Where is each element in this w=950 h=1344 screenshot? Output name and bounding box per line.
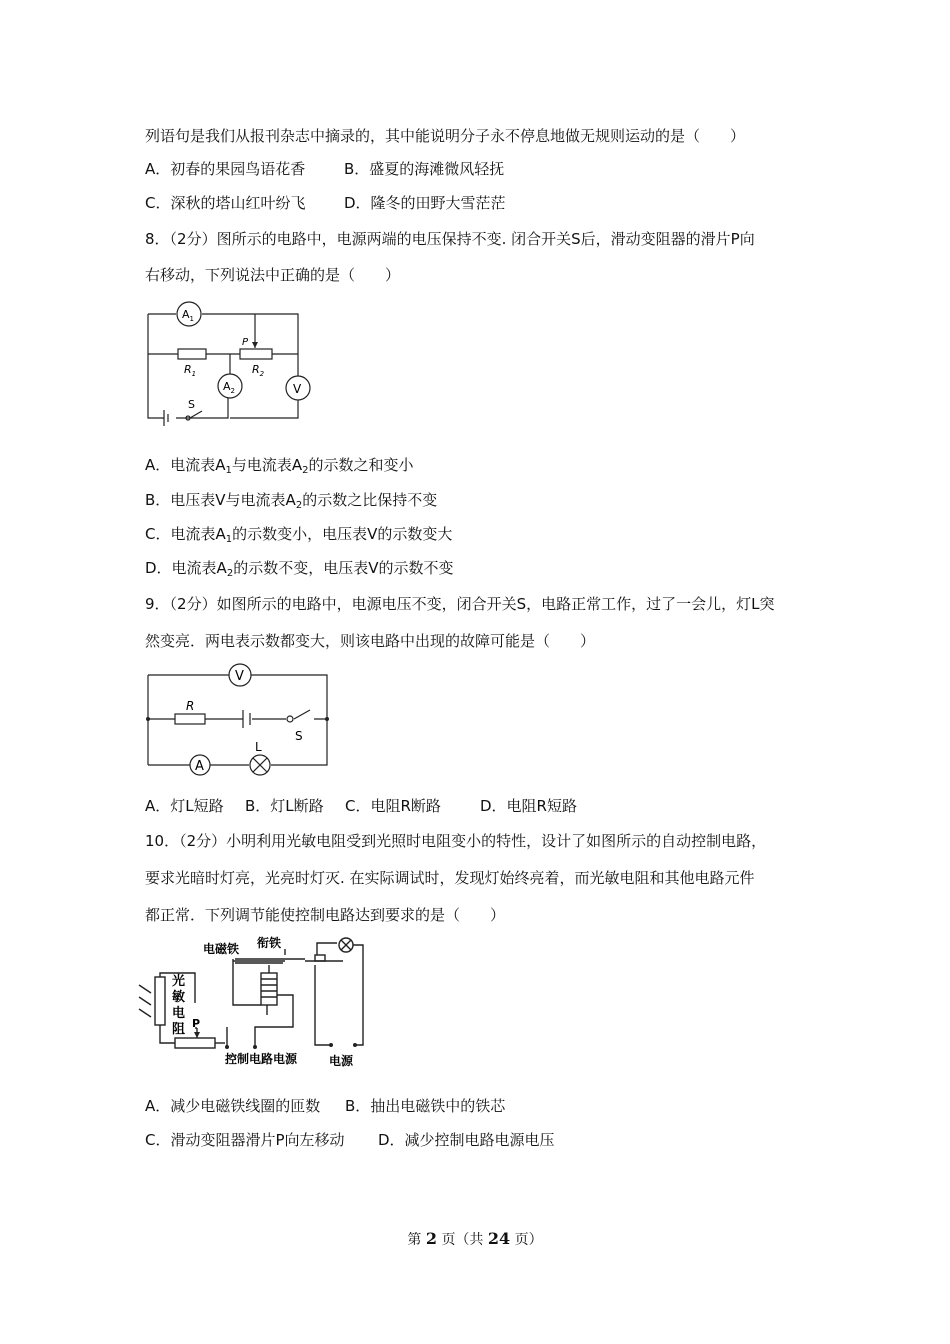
q10-power-label: 电源 <box>329 1054 354 1068</box>
q9-voltmeter-v: V <box>235 669 244 684</box>
q9-lamp-l: L <box>255 740 262 754</box>
q8-ammeter-a1: $A_1$ <box>182 308 194 323</box>
q10-control-circuit-diagram <box>135 935 375 1075</box>
q8-ammeter-a2: $A_2$ <box>223 380 235 395</box>
q9-switch-s: S <box>295 729 303 743</box>
q8-voltmeter-v: V <box>293 382 302 396</box>
q10-armature-label: 衔铁 <box>257 936 282 950</box>
q8-option-a[interactable]: A．电流表$A_1$与电流表$A_2$的示数之和变小 <box>145 456 414 476</box>
q10-slider-p: P <box>192 1017 201 1030</box>
q10-stem-line2: 要求光暗时灯亮，光亮时灯灭. 在实际调试时，发现灯始终亮着，而光敏电阻和其他电路元件 <box>145 869 755 887</box>
q8-resistor-r1: $R_1$ <box>184 363 197 378</box>
q10-photoresistor-label-4: 阻 <box>172 1022 186 1037</box>
q9-option-d[interactable]: D．电阻R短路 <box>480 797 577 815</box>
current-page-number: 2 <box>425 1229 437 1248</box>
q9-stem-line2: 然变亮．两电表示数都变大，则该电路中出现的故障可能是（ ） <box>145 632 596 650</box>
q10-option-a[interactable]: A．减少电磁铁线圈的匝数 <box>145 1097 321 1115</box>
q10-photoresistor-label-1: 光 <box>172 974 186 989</box>
q7-stem: 列语句是我们从报刊杂志中摘录的，其中能说明分子永不停息地做无规则运动的是（ ） <box>145 127 746 145</box>
q9-circuit-diagram <box>140 660 340 780</box>
q9-option-b[interactable]: B．灯L断路 <box>245 797 324 815</box>
q8-switch-s: S <box>188 398 195 411</box>
q8-option-d[interactable]: D．电流表$A_2$的示数不变，电压表V的示数不变 <box>145 559 454 579</box>
q10-option-c[interactable]: C．滑动变阻器滑片P向左移动 <box>145 1131 345 1149</box>
q10-photoresistor-label-3: 电 <box>172 1006 186 1021</box>
total-page-number: 24 <box>487 1229 511 1248</box>
q9-option-c[interactable]: C．电阻R断路 <box>345 797 441 815</box>
q10-option-b[interactable]: B．抽出电磁铁中的铁芯 <box>345 1097 506 1115</box>
q7-option-b[interactable]: B．盛夏的海滩微风轻抚 <box>344 160 505 178</box>
q9-stem-line1: 9．（2分）如图所示的电路中，电源电压不变，闭合开关S，电路正常工作，过了一会儿，灯L突 <box>145 595 775 613</box>
q8-resistor-r2: $R_2$ <box>252 363 265 378</box>
q7-option-a[interactable]: A．初春的果园鸟语花香 <box>145 160 306 178</box>
q10-control-power-label: 控制电路电源 <box>225 1052 298 1066</box>
q10-option-d[interactable]: D．减少控制电路电源电压 <box>378 1131 555 1149</box>
q8-slider-p: P <box>242 337 249 348</box>
q9-ammeter-a: A <box>195 759 204 774</box>
q8-option-c[interactable]: C．电流表$A_1$的示数变小，电压表V的示数变大 <box>145 525 453 545</box>
q10-stem-line3: 都正常．下列调节能使控制电路达到要求的是（ ） <box>145 906 506 924</box>
q9-resistor-r: R <box>186 699 195 713</box>
q9-option-a[interactable]: A．灯L短路 <box>145 797 224 815</box>
q10-stem-line1: 10．（2分）小明利用光敏电阻受到光照时电阻变小的特性，设计了如图所示的自动控制电路， <box>145 832 767 850</box>
q7-option-d[interactable]: D．隆冬的田野大雪茫茫 <box>344 194 506 212</box>
q7-option-c[interactable]: C．深秋的塔山红叶纷飞 <box>145 194 306 212</box>
q10-photoresistor-label-2: 敏 <box>172 990 186 1005</box>
q10-electromagnet-label: 电磁铁 <box>203 942 240 956</box>
q8-circuit-diagram <box>140 298 320 428</box>
page-footer: 第 2 页（共 24 页） <box>407 1229 543 1248</box>
q8-stem-line2: 右移动，下列说法中正确的是（ ） <box>145 266 401 284</box>
q8-option-b[interactable]: B．电压表V与电流表$A_2$的示数之比保持不变 <box>145 491 438 511</box>
q8-stem-line1: 8．（2分）图所示的电路中，电源两端的电压保持不变. 闭合开关S后，滑动变阻器的滑片P向 <box>145 230 755 248</box>
